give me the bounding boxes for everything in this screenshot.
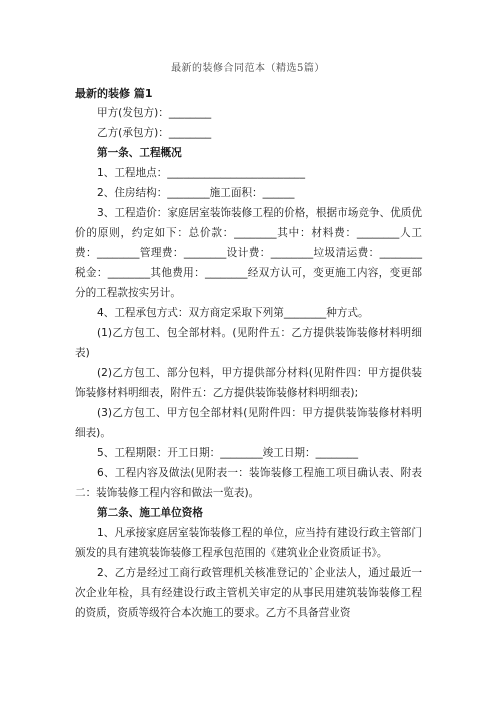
clause-2-1: 1、凡承接家庭居室装饰装修工程的单位，应当持有建设行政主管部门颁发的具有建筑装饰装修工程承包范围的《建筑业企业资质证书》。 — [75, 527, 422, 559]
clause-1-4-option-1: (1)乙方包工、包全部材料。(见附件五：乙方提供装饰装修材料明细表) — [75, 327, 422, 359]
article-2-heading: 第二条、施工单位资格 — [97, 507, 203, 519]
party-a-line: 甲方(发包方)：________ — [97, 107, 212, 119]
clause-1-6: 6、工程内容及做法(见附表一：装饰装修工程施工项目确认表、附表二：装饰装修工程内容和做法一览表)。 — [75, 467, 422, 499]
clause-1-2: 2、住房结构：________施工面积：______ — [97, 187, 295, 199]
party-b-line: 乙方(承包方)：________ — [97, 127, 212, 139]
document-body — [75, 84, 422, 623]
clause-1-4-option-2: (2)乙方包工、部分包料，甲方提供部分材料(见附件四：甲方提供装饰装修材料明细表，附件五：乙方提供装饰装修材料明细表); — [75, 367, 422, 399]
clause-2-2: 2、乙方是经过工商行政管理机关核准登记的`企业法人，通过最近一次企业年检，具有经建设行政主管机关审定的从事民用建筑装饰装修工程的资质，资质等级符合本次施工的要求。乙方不具备营业资 — [75, 567, 422, 619]
clause-1-1: 1、工程地点：__________________________ — [97, 167, 306, 179]
clause-1-4-option-3: (3)乙方包工、甲方包全部材料(见附件四：甲方提供装饰装修材料明细表)。 — [75, 407, 422, 439]
clause-1-3: 3、工程造价：家庭居室装饰装修工程的价格，根据市场竞争、优质优价的原则，约定如下：总价款：________其中：材料费：________人工费：________管理费：________设计费：________垃圾清运费：________税金：________其他费用：________经双方认可，变更施工内容，变更部分的工程款按实另计。 — [75, 207, 422, 299]
document-header: 最新的装修合同范本（精选5篇） — [171, 63, 325, 74]
clause-1-5: 5、工程期限：开工日期：________竣工日期：________ — [97, 447, 358, 459]
section-title: 最新的装修 篇1 — [75, 87, 153, 100]
article-1-heading: 第一条、工程概况 — [97, 147, 182, 159]
clause-1-4: 4、工程承包方式：双方商定采取下列第________种方式。 — [97, 307, 369, 319]
